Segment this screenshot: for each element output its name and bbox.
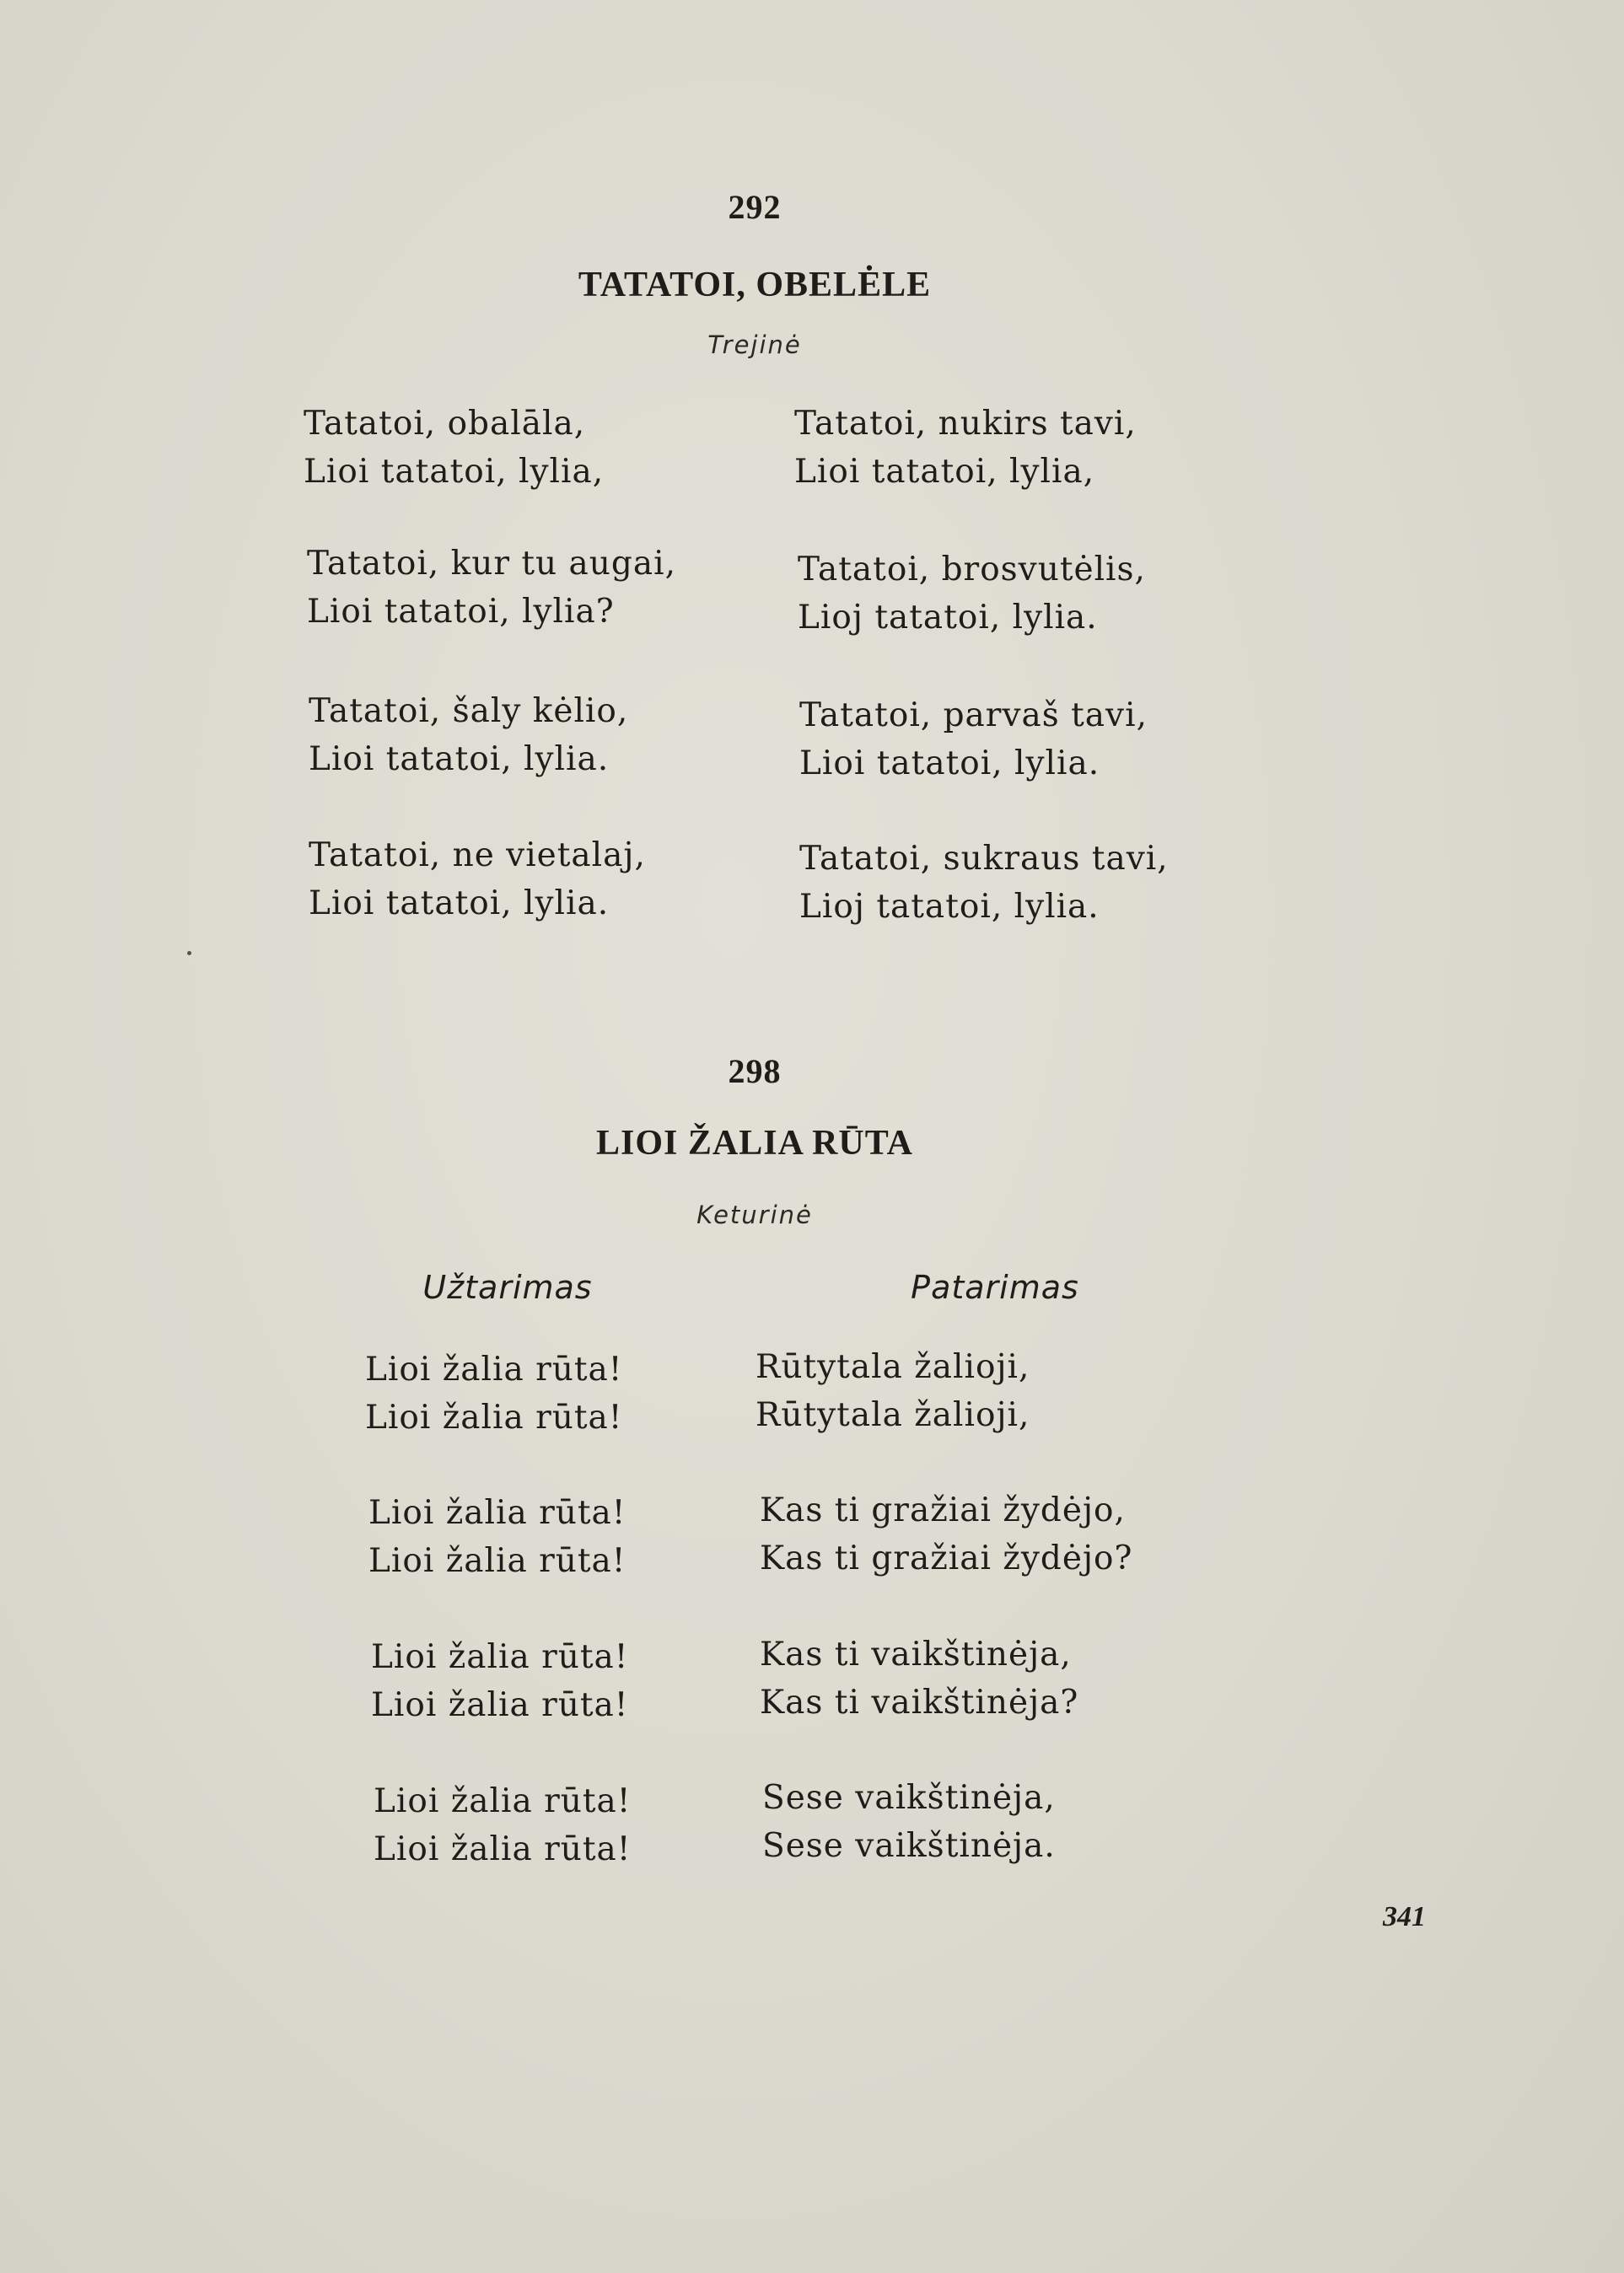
verse-line: Sese vaikštinėja. bbox=[762, 1827, 1056, 1865]
verse-line: Lioi žalia rūta! bbox=[374, 1782, 632, 1820]
verse-line: Lioi žalia rūta! bbox=[371, 1686, 629, 1724]
stanza-left bbox=[309, 687, 628, 783]
verse-line: Tatatoi, kur tu augai, bbox=[307, 545, 677, 583]
verse-line: Lioi tatatoi, lylia. bbox=[799, 744, 1100, 782]
stanza-left bbox=[304, 400, 604, 496]
stanza-right bbox=[760, 1631, 1078, 1727]
stanza-right bbox=[799, 835, 1169, 931]
song-title: TATATOI, OBELĖLE bbox=[578, 266, 932, 304]
verse-line: Tatatoi, šaly kėlio, bbox=[309, 692, 629, 730]
verse-line: Lioi žalia rūta! bbox=[374, 1830, 632, 1868]
page-number: 341 bbox=[1383, 1901, 1426, 1932]
stanza-left bbox=[371, 1633, 628, 1729]
verse-line: Rūtytala žalioji, bbox=[756, 1348, 1030, 1386]
song-subtitle: Keturinė bbox=[696, 1201, 813, 1229]
verse-line: Kas ti vaikštinėja, bbox=[760, 1636, 1072, 1674]
verse-line: Tatatoi, nukirs tavi, bbox=[794, 405, 1137, 443]
verse-line: Lioj tatatoi, lylia. bbox=[798, 599, 1098, 637]
song-number: 292 bbox=[728, 188, 782, 226]
stanza-right bbox=[798, 545, 1146, 642]
verse-line: Rūtytala žalioji, bbox=[756, 1396, 1030, 1434]
stanza-right bbox=[760, 1486, 1132, 1583]
verse-line: Lioi tatatoi, lylia, bbox=[794, 453, 1095, 491]
verse-line: Lioi žalia rūta! bbox=[365, 1351, 623, 1389]
stanza-right bbox=[762, 1774, 1056, 1870]
stanza-left bbox=[309, 831, 646, 927]
stanza-right bbox=[799, 691, 1148, 787]
verse-line: Lioi žalia rūta! bbox=[368, 1542, 626, 1580]
verse-line: Lioi tatatoi, lylia, bbox=[304, 453, 605, 491]
verse-line: Lioi žalia rūta! bbox=[371, 1638, 629, 1676]
verse-line: Kas ti gražiai žydėjo, bbox=[760, 1491, 1126, 1529]
column-heading-left: Užtarimas bbox=[422, 1269, 593, 1306]
verse-line: Tatatoi, ne vietalaj, bbox=[309, 836, 646, 874]
song-number: 298 bbox=[728, 1052, 782, 1090]
stanza-left bbox=[365, 1346, 622, 1442]
verse-line: Tatatoi, brosvutėlis, bbox=[798, 551, 1146, 588]
stanza-left bbox=[307, 540, 676, 636]
verse-line: Lioi žalia rūta! bbox=[365, 1399, 623, 1437]
stanza-right bbox=[794, 400, 1137, 496]
verse-line: Lioi žalia rūta! bbox=[368, 1494, 626, 1532]
verse-line: Kas ti gražiai žydėjo? bbox=[760, 1540, 1133, 1577]
song-title: LIOI ŽALIA RŪTA bbox=[596, 1124, 913, 1163]
verse-line: Lioi tatatoi, lylia. bbox=[309, 740, 610, 778]
song-subtitle: Trejinė bbox=[707, 330, 802, 359]
verse-line: Sese vaikštinėja, bbox=[762, 1779, 1056, 1817]
stanza-left bbox=[368, 1489, 626, 1585]
stanza-left bbox=[374, 1777, 631, 1873]
verse-line: Tatatoi, obalāla, bbox=[304, 405, 586, 443]
print-speck bbox=[187, 951, 191, 955]
verse-line: Kas ti vaikštinėja? bbox=[760, 1684, 1079, 1722]
stanza-right bbox=[756, 1343, 1030, 1439]
column-heading-right: Patarimas bbox=[911, 1269, 1079, 1306]
verse-line: Lioi tatatoi, lylia? bbox=[307, 593, 615, 631]
verse-line: Tatatoi, sukraus tavi, bbox=[799, 840, 1169, 878]
verse-line: Tatatoi, parvaš tavi, bbox=[799, 696, 1148, 734]
verse-line: Lioj tatatoi, lylia. bbox=[799, 888, 1100, 926]
verse-line: Lioi tatatoi, lylia. bbox=[309, 884, 610, 922]
